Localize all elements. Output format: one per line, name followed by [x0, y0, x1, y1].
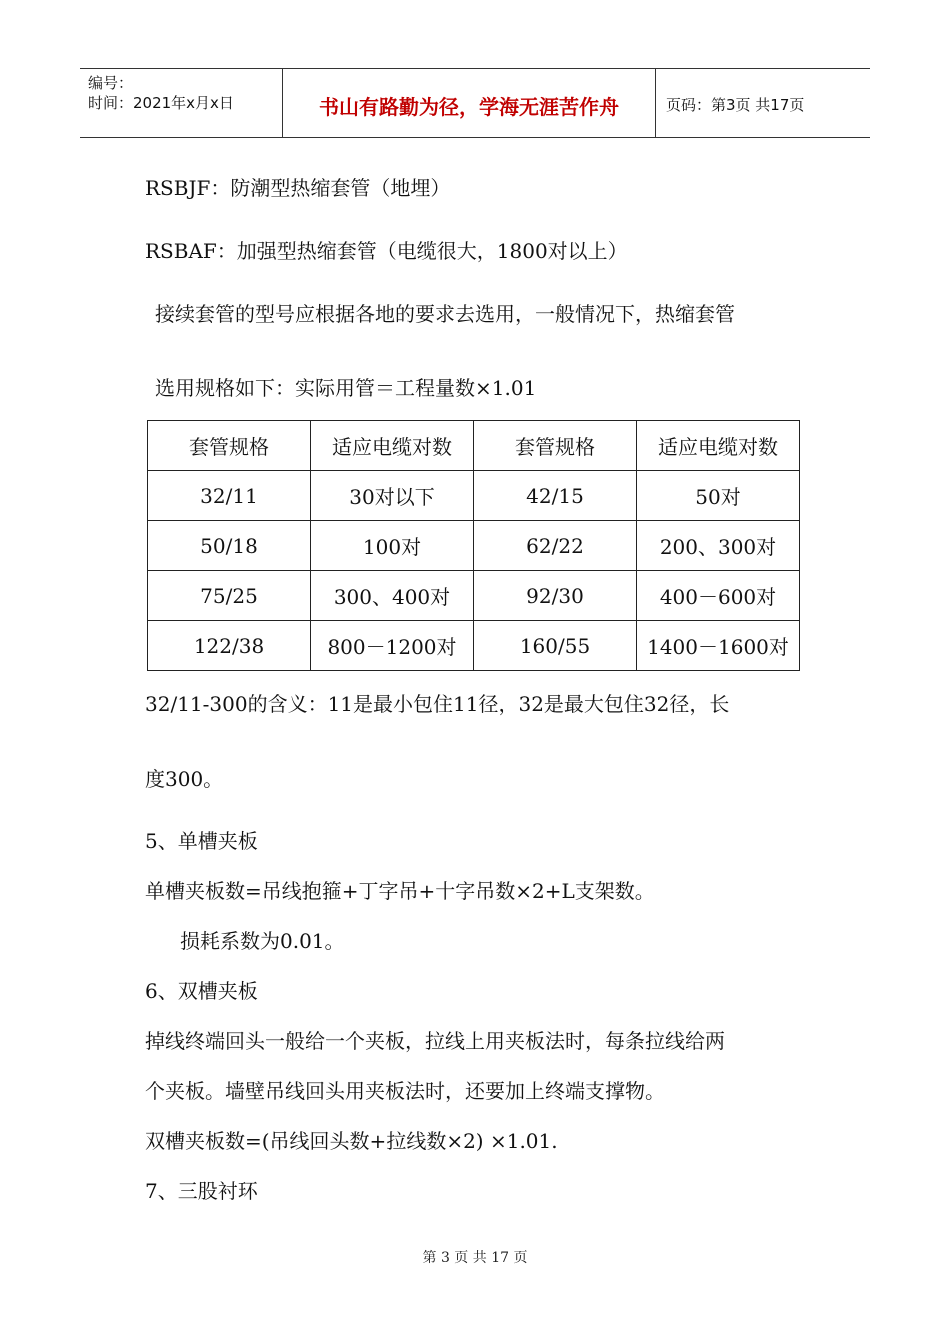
table-header-cell: 适应电缆对数 — [637, 421, 800, 471]
text-selection-formula: 选用规格如下：实际用管＝工程量数×1.01 — [155, 376, 537, 400]
text-loss-coefficient: 损耗系数为0.01。 — [180, 929, 345, 953]
header-page-cell — [656, 69, 870, 137]
table-cell: 122/38 — [148, 621, 311, 671]
table-row — [148, 521, 800, 571]
sleeve-spec-table — [147, 420, 800, 671]
text-spec-meaning: 32/11-300的含义：11是最小包住11径，32是最大包住32径，长 — [145, 692, 730, 716]
table-cell: 42/15 — [474, 471, 637, 521]
table-cell: 160/55 — [474, 621, 637, 671]
table-cell: 30对以下 — [311, 471, 474, 521]
text-double-clamp-formula: 双槽夹板数=(吊线回头数+拉线数×2) ×1.01. — [145, 1129, 558, 1153]
table-cell: 1400－1600对 — [637, 621, 800, 671]
heading-double-slot-clamp: 6、双槽夹板 — [145, 979, 258, 1003]
table-header-cell: 适应电缆对数 — [311, 421, 474, 471]
table-cell: 400－600对 — [637, 571, 800, 621]
table-cell: 32/11 — [148, 471, 311, 521]
text-double-clamp-desc: 掉线终端回头一般给一个夹板，拉线上用夹板法时，每条拉线给两 — [145, 1029, 725, 1053]
heading-single-slot-clamp: 5、单槽夹板 — [145, 829, 258, 853]
document-time-label: 时间：2021年x月x日 — [88, 94, 234, 112]
table-cell: 62/22 — [474, 521, 637, 571]
table-cell: 300、400对 — [311, 571, 474, 621]
page-footer: 第 3 页 共 17 页 — [422, 1250, 528, 1266]
header-motto-cell — [283, 69, 656, 137]
table-row — [148, 621, 800, 671]
text-rsbaf: RSBAF：加强型热缩套管（电缆很大，1800对以上） — [145, 239, 628, 263]
text-rsbjf: RSBJF：防潮型热缩套管（地埋） — [145, 176, 451, 200]
table-cell: 75/25 — [148, 571, 311, 621]
table-row — [148, 571, 800, 621]
table-header-cell: 套管规格 — [474, 421, 637, 471]
table-cell: 800－1200对 — [311, 621, 474, 671]
table-cell: 100对 — [311, 521, 474, 571]
document-number-label: 编号： — [88, 74, 134, 92]
table-row — [148, 471, 800, 521]
text-selection-intro: 接续套管的型号应根据各地的要求去选用，一般情况下，热缩套管 — [155, 302, 735, 326]
table-cell: 200、300对 — [637, 521, 800, 571]
table-cell: 50对 — [637, 471, 800, 521]
header-page-info: 页码：第3页 共17页 — [666, 96, 805, 114]
header-motto: 书山有路勤为径，学海无涯苦作舟 — [319, 95, 619, 119]
table-header-cell: 套管规格 — [148, 421, 311, 471]
text-single-clamp-formula: 单槽夹板数=吊线抱箍+丁字吊+十字吊数×2+L支架数。 — [145, 879, 655, 903]
text-spec-meaning-cont: 度300。 — [145, 767, 224, 791]
text-double-clamp-desc-cont: 个夹板。墙壁吊线回头用夹板法时，还要加上终端支撑物。 — [145, 1079, 665, 1103]
page-header — [80, 68, 870, 138]
table-cell: 50/18 — [148, 521, 311, 571]
table-cell: 92/30 — [474, 571, 637, 621]
header-meta-cell — [80, 69, 283, 137]
heading-three-strand-ring: 7、三股衬环 — [145, 1179, 258, 1203]
table-header-row — [148, 421, 800, 471]
